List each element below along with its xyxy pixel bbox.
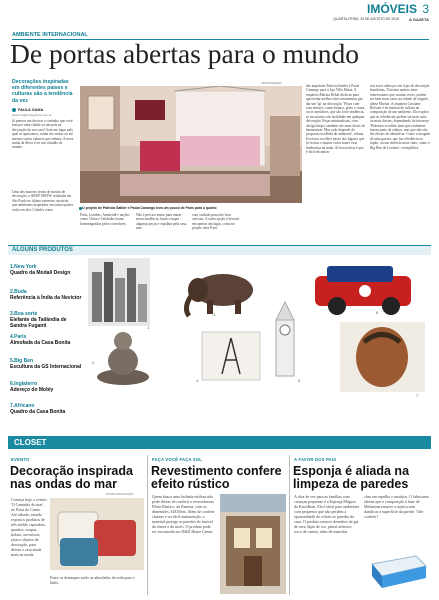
photo-label-3: 3. (213, 312, 217, 317)
author-dot (12, 108, 16, 112)
sponge-photo (366, 544, 430, 594)
elephant (183, 268, 263, 318)
body-col1: Já pensou em decorar o cantinho que você tem por uma cidade ou um país na decoração da sua casa? Seja um lugar pelo qual se apaixonou, sonha em visitar ou até mesmo vários culturas que admira. A nova moda da décor é ter um cidadão do mundo. (12, 119, 74, 150)
closet-divider (289, 455, 290, 595)
headline: De portas abertas para o mundo (10, 38, 359, 69)
bedroom-photo (80, 86, 302, 203)
african-frame (340, 322, 425, 392)
closet-kicker-2: FAÇA VOCÊ FAÇA SOL (152, 457, 203, 462)
buddha-statue (96, 327, 151, 387)
paper-name: A GAZETA (409, 16, 429, 22)
author-email: pbelmiro@redegazeta.com.br (12, 113, 52, 117)
dateline: QUARTA-FEIRA, 20 DE AGOSTO DE 2015 (333, 17, 399, 21)
closet-text-1: Começa hoje o evento 'O Caminho do mar', no Praia do Canto. Até sábado, estarão expostos produtos de três ateliês capixabas: quadros, roupas, bolsas, acessórios, joias e objetos de decoração, para deixar a casa ainda mais na moda. (11, 497, 47, 557)
masthead (0, 0, 439, 26)
closet-text-3: A dica de vez para as famílias com crianças pequenas é a Esponja Mágica, da ExtraBom. Ela é ideal para ambientes com pequenos que não perdem a oportunidade de colorir as paredes da casa. O produto remove desenhos de giz de cera, lápis de cor, pincel atômico, risco de caneta, além de manchas (294, 494, 360, 534)
photo-label-4: 4. (196, 378, 200, 383)
body-col1b: Uma das maiores feiras de mostra de decoração, a ABUP SHOW, realizada em São Paulo no último semestre, mostrou que ambientes inspirados em outros países estão em alta. Cidades como (12, 190, 74, 212)
caption-dot (79, 207, 82, 210)
closet-kicker-3: A FAVOR DOS PAIS (294, 457, 337, 462)
closet-text-1b: Entre os destaques estão as almofadas de seda pura e linho. (50, 575, 135, 585)
list-item: 1.New York Quadro da Modali Design (10, 264, 71, 276)
bedroom-illustration (80, 86, 302, 203)
closet-title-1: Decoração inspirada nas ondas do mar (10, 464, 133, 491)
facade-photo (220, 494, 286, 594)
photo-label-7: 7. (416, 393, 420, 398)
section-name: IMÓVEIS (366, 2, 417, 16)
list-item: 4.Paris Almofada da Casa Bonita (10, 334, 71, 346)
kicker: AMBIENTE INTERNACIONAL (12, 32, 88, 38)
closet-text-3b: chas em espelho e azulejos. O fabricante afirma que a composição à base de Melamina remove a sujeira sem danificar a superfície da parede. Vale conferir! (364, 494, 429, 519)
red-car (303, 258, 423, 318)
cushions-photo (50, 498, 144, 570)
list-item: 6.Inglaterro Adereço do Mobly (10, 381, 54, 393)
closet-credit-1: FOTOS: DIVULGAÇÃO (106, 493, 134, 496)
deck: Decorações inspiradas em diferentes países e culturas são a tendência da vez (12, 79, 73, 104)
closet-divider (147, 455, 148, 595)
products-heading: ALGUNS PRODUTOS (12, 246, 73, 253)
closet-bar (8, 436, 431, 449)
photo-credit: DIVULGAÇÃO (262, 81, 282, 85)
photo-caption: O projeto de Patrícia Sattler e Paola Camargo leva um pouco de Paris para o quarto (82, 206, 217, 210)
paris-cushion (200, 330, 262, 382)
body-col4: com cuidado para não ficar caricato. A outra opção é investir em apenas um lugar, como no projeto abre Paris (192, 213, 240, 231)
body-col6: trar esses adereços em lojas de decoração brasileiras. 'Existem muitos itens interessantes que, muitas vezes, podem ser bem mais caros na cidade de origem', alerta Marina. A arquiteta Cristiane Bolsoni é da mistura de cultura na composição de um ambiente. Ela explica que as referências podem ser mais sutis ou mais diretas, dependendo do interesse. 'Podemos escolher itens que realmente fazem parte da cultura, mas que não são tão óbvias de identificar. Como a imagem de uma gueixa, que faz referência ao Japão, ou um símbolo mais claro, como o Big Ben de Londres', exemplifica. (370, 84, 430, 150)
body-col3: Não é preciso muito para entrar nessa tendência, basta compor algumas peças e espalhar pela casa, mas (136, 213, 188, 231)
body-col5: das arquitetas Patrícia Sattler e Paola Camargo para a loja Villa Maria. A arquiteta Marina Debal dá dicas para aproveitar melhor estes ornamentos par dar um 'up' na decoração. 'Peças com tons neutros, como branco, preto e cinza, ou os metálicos, que são forte tendência, se encaixam com facilidade em qualquer decoração. Peças minimalistas, com design limpo, também são mais fáceis de harmonizar. Mas tudo depende da proposta escolhida do ambiente', afirma. Excessos escolher peças dos lugares que já visitou e muitas vezes trazer essa lembrança na mala. Aí boa notícia é que é fácil encontrar (306, 84, 365, 155)
new-york-frame (88, 258, 150, 326)
photo-label-2: 2. (92, 360, 96, 365)
closet-text-2: Quem busca uma fachada estilosa não pode deixar de conferir o revestimento Filete Rústico, da Pamesa, com as dimensões 34X50cm. Além de conferir charme e ser fácil manutenção, o material protege as paredes do imóvel da chuva e do mofo. O produto pode ser encontrado no D&D Home Center. (152, 494, 215, 534)
closet-title-2: Revestimento confere efeito rústico (151, 464, 282, 491)
closet-kicker-1: EVENTO (11, 457, 30, 462)
big-ben-sculpture (268, 300, 302, 380)
list-item: 3.Boa sorte Elefante da Tailândia de Sandra Fuganti (10, 311, 67, 329)
closet-heading: CLOSET (14, 438, 47, 447)
list-item: 2.Buda Referência à Índia da Nevictor (10, 289, 82, 301)
photo-label-5: 5. (298, 378, 302, 383)
closet-title-3: Esponja é aliada na limpeza de paredes (293, 464, 410, 491)
author-name: PAULA GAMA (18, 108, 44, 112)
page-number: 3 (422, 2, 429, 16)
photo-label-6: 6. (376, 310, 380, 315)
list-item: 7.Africano Quadro da Casa Bonita (10, 403, 66, 415)
list-item: 5.Big Ben Escultura da GS Internacional (10, 358, 82, 370)
photo-label-1: 1. (147, 325, 151, 330)
body-col2: Paris, Londres, Amsterdã e nações como China e Tailândia foram homenageadas pelos corredores. (80, 213, 130, 226)
